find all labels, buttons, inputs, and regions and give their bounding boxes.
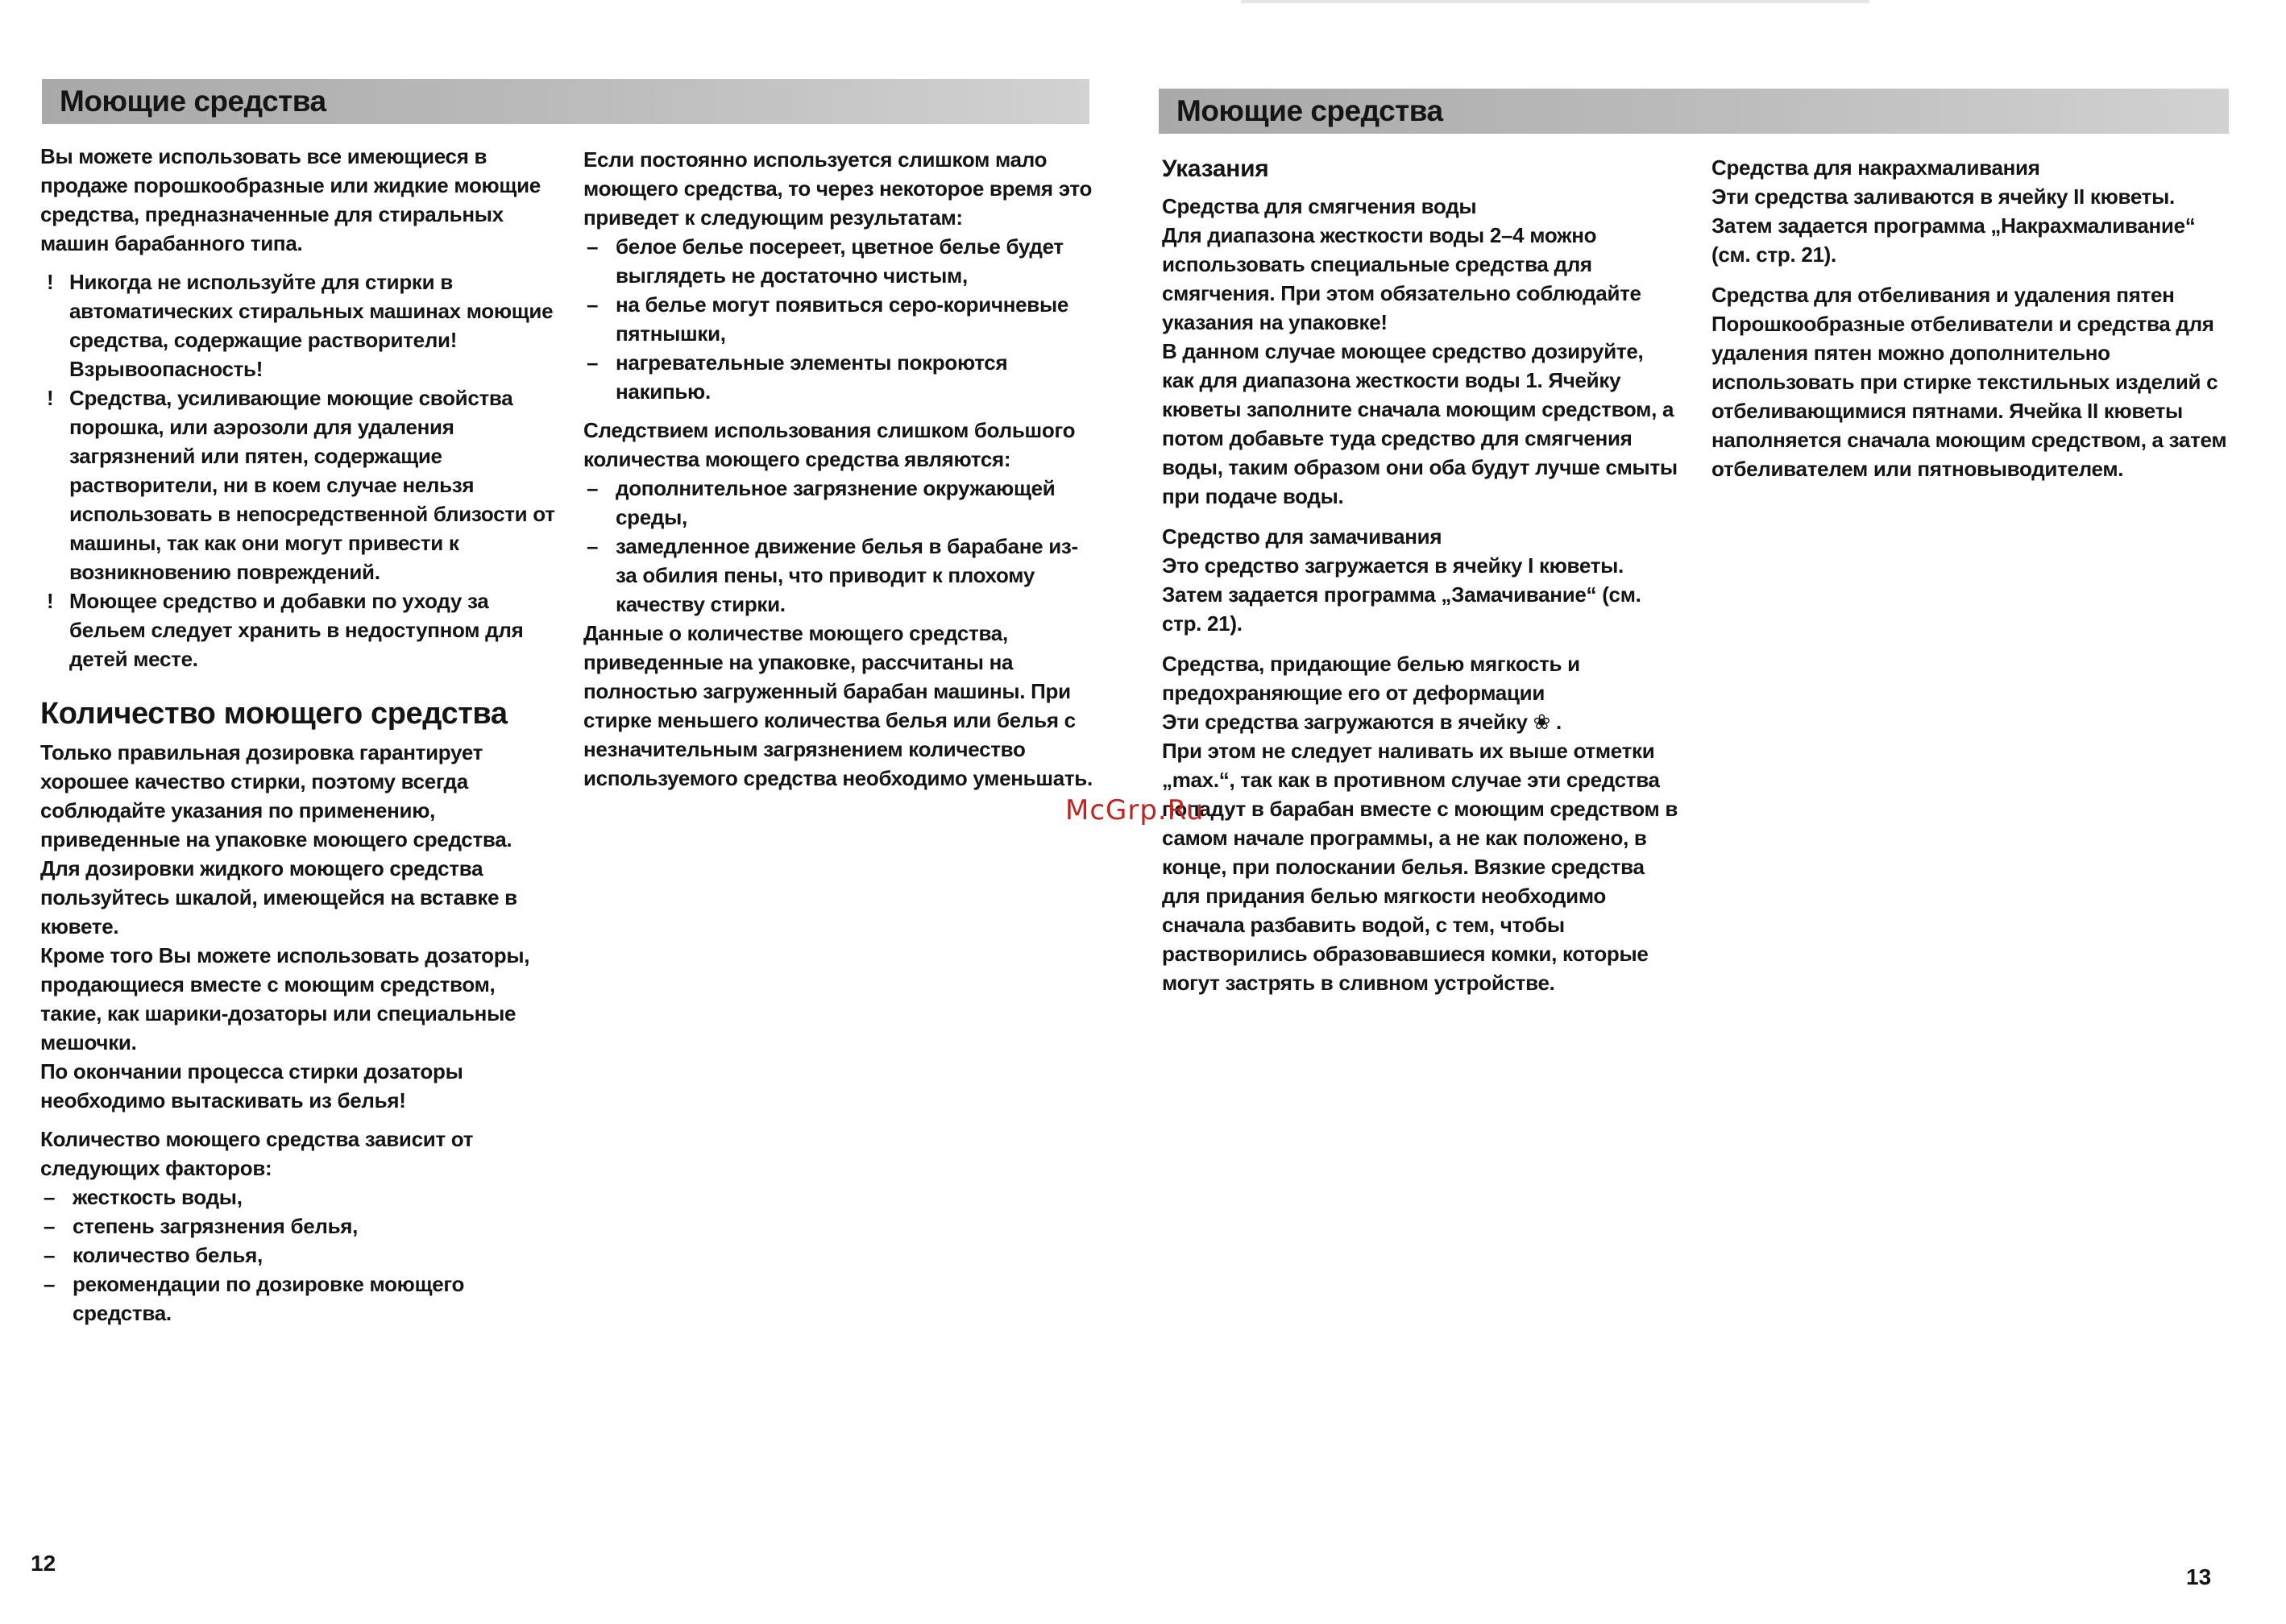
soak-text-c: (см. стр. 21). [1162, 582, 1641, 636]
starch-text [1711, 182, 2227, 269]
list-item: – рекомендации по дозировке моющего средства. [40, 1270, 556, 1328]
list-item: – белое белье посереет, цветное белье будет выглядеть не достаточно чистым, [583, 232, 1099, 290]
list-item: – нагревательные элементы покроются накипью. [583, 348, 1099, 406]
notes-heading: Указания [1162, 155, 1269, 182]
left-page [0, 0, 1128, 1624]
dosage-paragraph: Только правильная дозировка гарантирует хорошее качество стирки, поэтому всегда соблюдайте указания по применению, приведенные на упаковке моющего средства. [40, 740, 512, 851]
warning-item: ! Никогда не используйте для стирки в автоматических стиральных машинах моющие средства, содержащие растворители! Взрывоопасность! [40, 267, 556, 383]
page-number-left: 12 [31, 1551, 56, 1576]
list-item: – количество белья, [40, 1241, 556, 1270]
softener-text: Для диапазона жесткости воды 2–4 можно использовать специальные средства для смягчения. При этом обязательно соблюдайте указания на упаковке! [1162, 223, 1641, 334]
soak-text [1162, 551, 1678, 638]
warning-item: ! Средства, усиливающие моющие свойства порошка, или аэрозоли для удаления загрязнений или пятен, содержащие растворители, ни в коем случае нельзя использовать в непосредственной близости от машины, так как они могут привести к возникновению повреждений. [40, 383, 556, 586]
soak-cell-number: I [1528, 553, 1534, 578]
list-item: – дополнительное загрязнение окружающей среды, [583, 474, 1099, 532]
too-little-intro: Если постоянно используется слишком мало моющего средства, то через некоторое время это приведет к следующим результатам: [583, 147, 1093, 230]
too-much-list [583, 474, 1099, 619]
liquid-dosage-paragraph: Для дозировки жидкого моющего средства пользуйтесь шкалой, имеющейся на вставке в кювете. [40, 856, 517, 938]
soak-text-b: кюветы. Затем задается программа [1162, 553, 1624, 607]
softener-dosage-text: В данном случае моющее средство дозируйте, как для диапазона жесткости воды 1. Ячейку кюветы заполните сначала моющим средством, а потом добавьте туда средство для смягчения воды, таким образом они оба будут лучше смыты при подаче воды. [1162, 339, 1678, 508]
list-item: – замедленное движение белья в барабане из-за обилия пены, что приводит к плохому качеству стирки. [583, 532, 1099, 619]
warning-item: ! Моющее средство и добавки по уходу за бельем следует хранить в недоступном для детей месте. [40, 586, 556, 673]
softener-heading: Средства для смягчения воды [1162, 194, 1477, 218]
soak-program-name: „Замачивание“ [1441, 582, 1597, 607]
list-item: – на белье могут появиться серо-коричневые пятнышки, [583, 290, 1099, 348]
section-heading-quantity: Количество моющего средства [40, 697, 508, 731]
right-column-1 [1162, 153, 1678, 1007]
left-page-title: Моющие средства [42, 79, 1089, 124]
fabric-softener-heading: Средства, придающие белью мягкость и предохраняющие его от деформации [1162, 652, 1580, 705]
bleach-text: Порошкообразные отбеливатели и средства для удаления пятен можно дополнительно использовать при стирке текстильных изделий с отбеливающимися пятнами. Ячейка II кюветы наполняется сначала моющим средством, а затем отбеливателем или пятновыводителем. [1711, 312, 2227, 481]
fabric-softener-cell-text: Эти средства загружаются в ячейку ❀ . [1162, 710, 1562, 734]
too-little-list [583, 232, 1099, 406]
starch-program-name: „Накрахмаливание“ [1990, 213, 2196, 238]
intro-paragraph: Вы можете использовать все имеющиеся в продаже порошкообразные или жидкие моющие средства, предназначенные для стиральных машин барабанного типа. [40, 144, 541, 255]
left-column-1 [40, 142, 556, 1337]
starch-text-c: (см. стр. 21). [1711, 242, 1836, 267]
watermark: McGrp.Ru [1065, 794, 1205, 826]
dispensers-remove-paragraph: По окончании процесса стирки дозаторы необходимо вытаскивать из белья! [40, 1059, 463, 1112]
starch-heading: Средства для накрахмаливания [1711, 155, 2040, 180]
right-page [1143, 0, 2286, 1624]
starch-text-a: Эти средства заливаются в ячейку [1711, 184, 2074, 209]
bleach-heading: Средства для отбеливания и удаления пятен [1711, 283, 2175, 307]
fabric-softener-text: При этом не следует наливать их выше отметки „max.“, так как в противном случае эти средства попадут в барабан вместе с моющим средством в самом начале программы, а не как положено, в конце, при полоскании белья. Вязкие средства для придания белью мягкости необходимо сначала разбавить водой, с тем, чтобы растворились образовавшиеся комки, которые могут застрять в сливном устройстве. [1162, 739, 1678, 995]
closing-paragraph: Данные о количестве моющего средства, приведенные на упаковке, рассчитаны на полностью загруженный барабан машины. При стирке меньшего количества белья или белья с незначительным загрязнением количество используемого средства необходимо уменьшать. [583, 621, 1093, 790]
left-column-2 [583, 145, 1099, 802]
starch-text-b: кюветы. Затем задается программа [1711, 184, 2175, 238]
page-number-right: 13 [2186, 1564, 2212, 1589]
soak-heading: Средство для замачивания [1162, 524, 1442, 549]
right-column-2 [1711, 153, 2227, 493]
right-page-title: Моющие средства [1159, 89, 2229, 134]
factors-list [40, 1183, 556, 1328]
list-item: – жесткость воды, [40, 1183, 556, 1212]
list-item: – степень загрязнения белья, [40, 1212, 556, 1241]
soak-text-a: Это средство загружается в ячейку [1162, 553, 1529, 578]
factors-intro: Количество моющего средства зависит от следующих факторов: [40, 1127, 474, 1180]
dispensers-paragraph: Кроме того Вы можете использовать дозаторы, продающиеся вместе с моющим средством, такие, как шарики-дозаторы или специальные мешочки. [40, 943, 530, 1054]
starch-cell-number: II [2073, 184, 2085, 209]
too-much-intro: Следствием использования слишком большого количества моющего средства являются: [583, 418, 1076, 471]
